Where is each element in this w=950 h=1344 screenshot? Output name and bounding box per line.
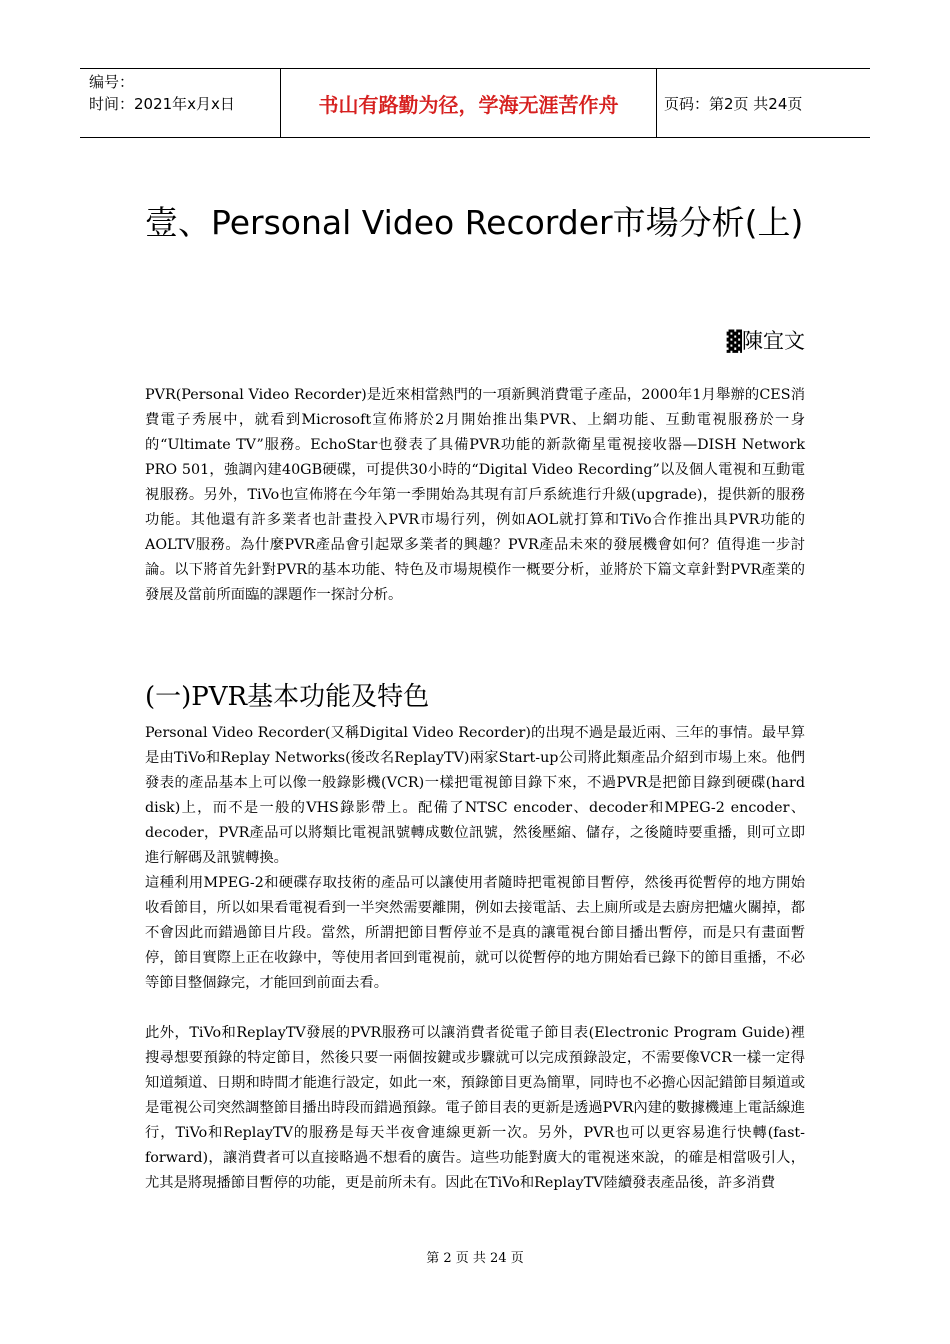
article-author — [727, 325, 805, 355]
body-paragraph-3: 此外，TiVo和ReplayTV發展的PVR服務可以讓消費者從電子節目表(Electronic Program Guide)裡搜尋想要預錄的特定節目，然後只要一兩個按鍵或步驟就可以完成預錄設定，不需要像VCR一樣一定得知道頻道、日期和時間才能進行設定，如此一來，預錄節目更為簡單，同時也不必擔心因記錯節目頻道或是電視公司突然調整節目播出時段而錯過預錄。電子節目表的更新是透過PVR內建的數據機連上電話線進行，TiVo和ReplayTV的服務是每天半夜會連線更新一次。另外，PVR也可以更容易進行快轉(fast-forward)，讓消費者可以直接略過不想看的廣告。這些功能對廣大的電視迷來說，的確是相當吸引人，尤其是將現播節目暫停的功能，更是前所未有。因此在TiVo和ReplayTV陸續發表產品後，許多消費 — [145, 1025, 805, 1191]
body-paragraph-2: 這種利用MPEG-2和硬碟存取技術的產品可以讓使用者隨時把電視節目暫停，然後再從暫停的地方開始收看節目，所以如果看電視看到一半突然需要離開，例如去接電話、去上廁所或是去廚房把爐火關掉，都不會因此而錯過節目片段。當然，所謂把節目暫停並不是真的讓電視台節目播出暫停，而是只有畫面暫停，節目實際上正在收錄中，等使用者回到電視前，就可以從暫停的地方開始看已錄下的節目重播，不必等節目整個錄完，才能回到前面去看。 — [145, 875, 805, 991]
body-paragraph-1: Personal Video Recorder(又稱Digital Video Recorder)的出現不過是最近兩、三年的事情。最早算是由TiVo和Replay Networks(後改名ReplayTV)兩家Start-up公司將此類產品介紹到市場上來。他們發表的產品基本上可以像一般錄影機(VCR)一樣把電視節目錄下來，不過PVR是把節目錄到硬碟(hard disk)上，而不是一般的VHS錄影帶上。配備了NTSC encoder、decoder和MPEG-2 encoder、decoder，PVR產品可以將類比電視訊號轉成數位訊號，然後壓縮、儲存，之後隨時要重播，則可立即進行解碼及訊號轉換。 — [145, 725, 805, 866]
header-motto: 书山有路勤为径，学海无涯苦作舟 — [281, 69, 657, 137]
author-name: 陳宜文 — [742, 329, 805, 353]
section-heading: (一)PVR基本功能及特色 — [145, 682, 430, 712]
document-date-label: 时间：2021年x月x日 — [89, 95, 235, 113]
article-title: 壹、Personal Video Recorder市場分析(上) — [145, 203, 804, 242]
header-meta — [80, 69, 281, 137]
document-number-label: 编号： — [89, 73, 135, 91]
page-header — [80, 68, 870, 138]
intro-paragraph: PVR(Personal Video Recorder)是近來相當熱門的一項新興消費電子產品，2000年1月舉辦的CES消費電子秀展中，就看到Microsoft宣佈將於2月開始推出集PVR、上網功能、互動電視服務於一身的“Ultimate TV”服務。EchoStar也發表了具備PVR功能的新款衛星電視接收器—DISH Network PRO 501，強調內建40GB硬碟，可提供30小時的“Digital Video Recording”以及個人電視和互動電視服務。另外，TiVo也宣佈將在今年第一季開始為其現有訂戶系統進行升級(upgrade)，提供新的服務功能。其他還有許多業者也計畫投入PVR市場行列，例如AOL就打算和TiVo合作推出具PVR功能的AOLTV服務。為什麼PVR產品會引起眾多業者的興趣？PVR產品未來的發展機會如何？值得進一步討論。以下將首先針對PVR的基本功能、特色及市場規模作一概要分析，並將於下篇文章針對PVR產業的發展及當前所面臨的課題作一探討分析。 — [145, 387, 805, 603]
page-footer: 第 2 页 共 24 页 — [426, 1251, 524, 1266]
header-page-info: 页码：第2页 共24页 — [664, 94, 803, 113]
author-mark-icon: ▓ — [726, 329, 742, 353]
